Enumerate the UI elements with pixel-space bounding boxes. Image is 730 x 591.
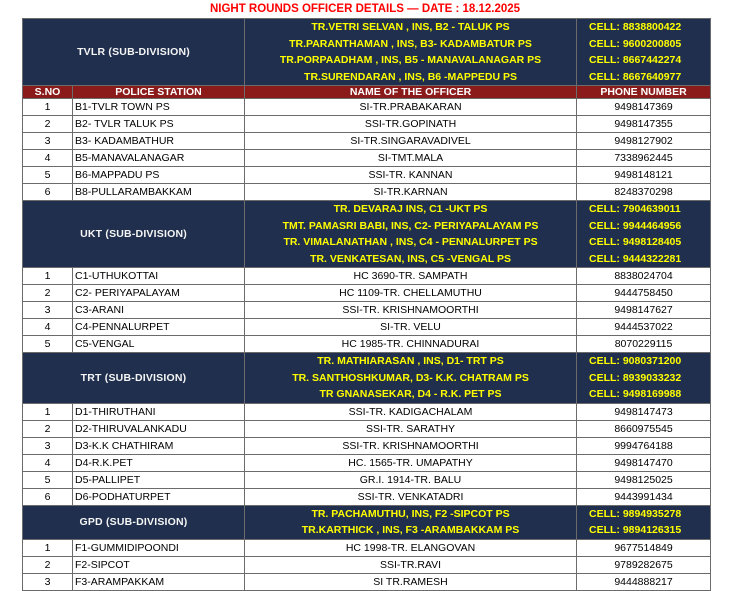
phone-number: 8248370298 [577, 184, 711, 201]
division-header [23, 19, 711, 86]
inspector-cell-number: CELL: 8667640977 [589, 70, 682, 83]
officer-table [22, 18, 711, 591]
table-row [23, 167, 711, 184]
serial-number: 2 [23, 420, 73, 437]
inspector-entry: TR. MATHIARASAN , INS, D1- TRT PS [317, 355, 504, 367]
police-station: D6-PODHATURPET [73, 488, 245, 505]
phone-number: 9789282675 [577, 556, 711, 573]
inspector-entry: TR. PACHAMUTHU, INS, F2 -SIPCOT PS [311, 507, 510, 520]
serial-number: 2 [23, 116, 73, 133]
inspector-entry: TR GNANASEKAR, D4 - R.K. PET PS [319, 388, 502, 400]
inspector-entry: TR.SURENDARAN , INS, B6 -MAPPEDU PS [304, 70, 517, 83]
police-station: D1-THIRUTHANI [73, 403, 245, 420]
police-station: F3-ARAMPAKKAM [73, 573, 245, 590]
officer-name: HC 1998-TR. ELANGOVAN [245, 539, 577, 556]
inspector-entry: TR. SANTHOSHKUMAR, D3- K.K. CHATRAM PS [292, 371, 529, 384]
serial-number: 3 [23, 133, 73, 150]
phone-number: 9498147470 [577, 454, 711, 471]
table-row [23, 319, 711, 336]
police-station: B2- TVLR TALUK PS [73, 116, 245, 133]
inspector-cell-number: CELL: 7904639011 [589, 203, 681, 215]
column-header-row [23, 86, 711, 99]
inspector-cell-number: CELL: 9080371200 [589, 355, 682, 367]
police-station: B1-TVLR TOWN PS [73, 99, 245, 116]
phone-number: 8070229115 [577, 336, 711, 353]
police-station: D2-THIRUVALANKADU [73, 420, 245, 437]
officer-name: SI-TR. VELU [245, 319, 577, 336]
officer-name: SSI-TR. KADIGACHALAM [245, 403, 577, 420]
inspector-cell-list [577, 201, 711, 268]
phone-number: 9444888217 [577, 573, 711, 590]
officer-name: SSI-TR. KRISHNAMOORTHI [245, 302, 577, 319]
phone-number: 8660975545 [577, 420, 711, 437]
serial-number: 6 [23, 184, 73, 201]
inspector-entry: TR.VETRI SELVAN , INS, B2 - TALUK PS [311, 21, 510, 33]
inspector-cell-number: CELL: 9444322281 [589, 252, 682, 265]
serial-number: 5 [23, 471, 73, 488]
inspector-list [245, 201, 577, 268]
officer-name: SI-TR.SINGARAVADIVEL [245, 133, 577, 150]
serial-number: 3 [23, 437, 73, 454]
table-row [23, 437, 711, 454]
table-row [23, 488, 711, 505]
phone-number: 8838024704 [577, 268, 711, 285]
serial-number: 1 [23, 403, 73, 420]
serial-number: 4 [23, 150, 73, 167]
inspector-entry: TR.PARANTHAMAN , INS, B3- KADAMBATUR PS [289, 37, 532, 50]
serial-number: 1 [23, 539, 73, 556]
officer-name: SSI-TR. SARATHY [245, 420, 577, 437]
police-station: F1-GUMMIDIPOONDI [73, 539, 245, 556]
page-title: NIGHT ROUNDS OFFICER DETAILS — DATE : 18.12.2025 [209, 3, 521, 15]
officer-name: SI-TR.KARNAN [245, 184, 577, 201]
table-row [23, 454, 711, 471]
division-header [23, 505, 711, 539]
phone-number: 9498148121 [577, 167, 711, 184]
phone-number: 9444758450 [577, 285, 711, 302]
table-row [23, 573, 711, 590]
phone-number: 9498125025 [577, 471, 711, 488]
serial-number: 6 [23, 488, 73, 505]
table-row [23, 403, 711, 420]
police-station: B5-MANAVALANAGAR [73, 150, 245, 167]
officer-name: HC 1109-TR. CHELLAMUTHU [245, 285, 577, 302]
police-station: C5-VENGAL [73, 336, 245, 353]
police-station: C3-ARANI [73, 302, 245, 319]
inspector-cell-number: CELL: 8667442274 [589, 54, 682, 66]
column-header: NAME OF THE OFFICER [245, 86, 577, 99]
serial-number: 1 [23, 268, 73, 285]
division-name: GPD (SUB-DIVISION) [23, 505, 245, 539]
phone-number: 9677514849 [577, 539, 711, 556]
phone-number: 9498127902 [577, 133, 711, 150]
table-row [23, 99, 711, 116]
table-row [23, 133, 711, 150]
table-row [23, 539, 711, 556]
table-row [23, 556, 711, 573]
inspector-entry: TR.KARTHICK , INS, F3 -ARAMBAKKAM PS [301, 524, 520, 536]
serial-number: 2 [23, 556, 73, 573]
column-header: S.NO [23, 86, 73, 99]
phone-number: 9498147369 [577, 99, 711, 116]
inspector-cell-number: CELL: 9894126315 [589, 524, 682, 536]
police-station: F2-SIPCOT [73, 556, 245, 573]
officer-name: SSI-TR. KRISHNAMOORTHI [245, 437, 577, 454]
serial-number: 4 [23, 319, 73, 336]
police-station: C1-UTHUKOTTAI [73, 268, 245, 285]
police-station: D4-R.K.PET [73, 454, 245, 471]
inspector-cell-number: CELL: 8838800422 [589, 21, 682, 33]
division-name: UKT (SUB-DIVISION) [23, 201, 245, 268]
serial-number: 5 [23, 336, 73, 353]
officer-name: SI TR.RAMESH [245, 573, 577, 590]
table-row [23, 420, 711, 437]
phone-number: 7338962445 [577, 150, 711, 167]
officer-name: SSI-TR. KANNAN [245, 167, 577, 184]
serial-number: 2 [23, 285, 73, 302]
inspector-cell-list [577, 19, 711, 86]
phone-number: 9443991434 [577, 488, 711, 505]
inspector-cell-number: CELL: 9894935278 [589, 507, 682, 520]
inspector-entry: TR.PORPAADHAM , INS, B5 - MANAVALANAGAR PS [279, 54, 542, 66]
inspector-cell-number: CELL: 8939033232 [589, 371, 682, 384]
inspector-list [245, 505, 577, 539]
serial-number: 5 [23, 167, 73, 184]
phone-number: 9444537022 [577, 319, 711, 336]
inspector-cell-list [577, 505, 711, 539]
inspector-list [245, 19, 577, 86]
column-header: POLICE STATION [73, 86, 245, 99]
division-header [23, 353, 711, 404]
table-row [23, 150, 711, 167]
table-row [23, 302, 711, 319]
serial-number: 4 [23, 454, 73, 471]
division-header [23, 201, 711, 268]
officer-name: HC 1985-TR. CHINNADURAI [245, 336, 577, 353]
division-name: TRT (SUB-DIVISION) [23, 353, 245, 404]
table-row [23, 285, 711, 302]
inspector-cell-number: CELL: 9498169988 [589, 388, 682, 400]
table-row [23, 471, 711, 488]
phone-number: 9498147627 [577, 302, 711, 319]
police-station: B8-PULLARAMBAKKAM [73, 184, 245, 201]
officer-name: SSI-TR. VENKATADRI [245, 488, 577, 505]
serial-number: 3 [23, 302, 73, 319]
division-name: TVLR (SUB-DIVISION) [23, 19, 245, 86]
inspector-entry: TR. DEVARAJ INS, C1 -UKT PS [333, 203, 488, 215]
officer-name: SI-TMT.MALA [245, 150, 577, 167]
officer-name: HC 3690-TR. SAMPATH [245, 268, 577, 285]
officer-table-body [23, 19, 711, 591]
serial-number: 3 [23, 573, 73, 590]
officer-name: GR.I. 1914-TR. BALU [245, 471, 577, 488]
phone-number: 9498147473 [577, 403, 711, 420]
inspector-entry: TMT. PAMASRI BABI, INS, C2- PERIYAPALAYAM PS [282, 219, 539, 232]
inspector-cell-list [577, 353, 711, 404]
police-station: B6-MAPPADU PS [73, 167, 245, 184]
police-station: C4-PENNALURPET [73, 319, 245, 336]
phone-number: 9994764188 [577, 437, 711, 454]
inspector-entry: TR. VENKATESAN, INS, C5 -VENGAL PS [310, 252, 511, 265]
officer-name: SSI-TR.GOPINATH [245, 116, 577, 133]
table-row [23, 336, 711, 353]
officer-name: SI-TR.PRABAKARAN [245, 99, 577, 116]
table-row [23, 116, 711, 133]
inspector-cell-number: CELL: 9944464956 [589, 219, 682, 232]
police-station: C2- PERIYAPALAYAM [73, 285, 245, 302]
inspector-cell-number: CELL: 9498128405 [589, 236, 682, 248]
inspector-entry: TR. VIMALANATHAN , INS, C4 - PENNALURPET PS [283, 236, 538, 248]
serial-number: 1 [23, 99, 73, 116]
inspector-list [245, 353, 577, 404]
table-row [23, 268, 711, 285]
table-row [23, 184, 711, 201]
police-station: B3- KADAMBATHUR [73, 133, 245, 150]
police-station: D3-K.K CHATHIRAM [73, 437, 245, 454]
police-station: D5-PALLIPET [73, 471, 245, 488]
phone-number: 9498147355 [577, 116, 711, 133]
inspector-cell-number: CELL: 9600200805 [589, 37, 682, 50]
column-header: PHONE NUMBER [577, 86, 711, 99]
officer-name: HC. 1565-TR. UMAPATHY [245, 454, 577, 471]
officer-name: SSI-TR.RAVI [245, 556, 577, 573]
